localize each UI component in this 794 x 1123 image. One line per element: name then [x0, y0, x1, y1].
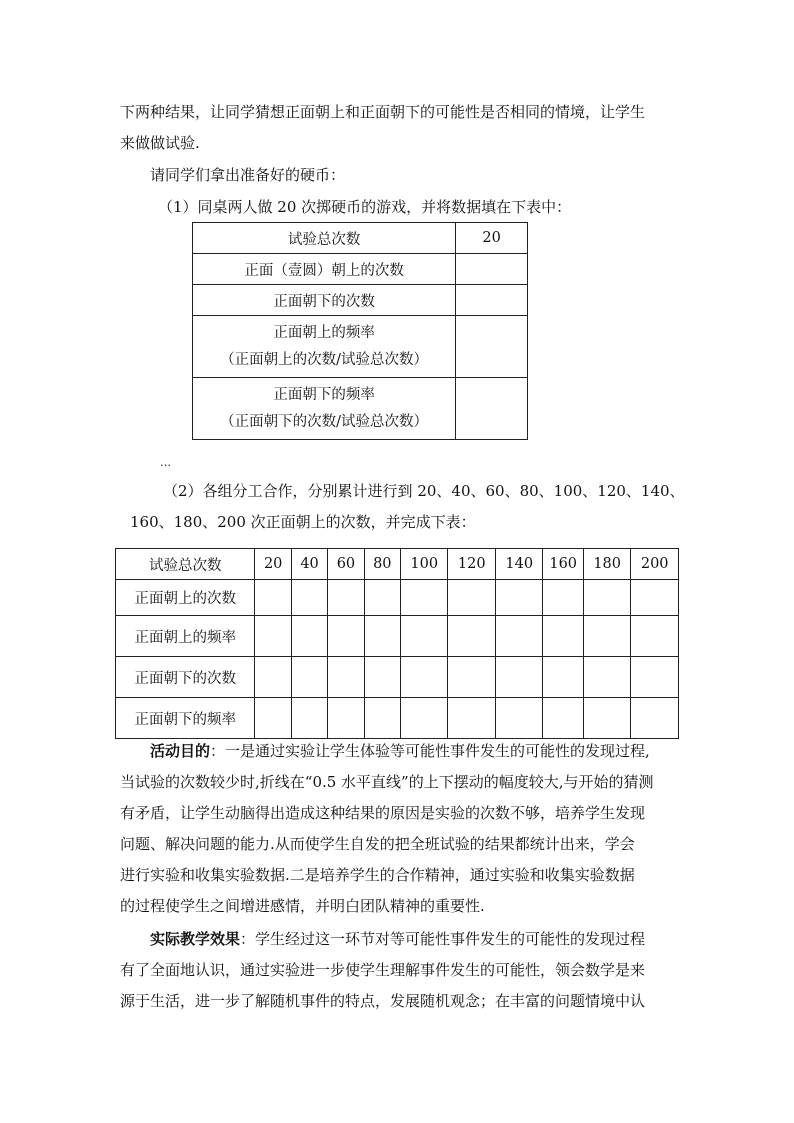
table-header-cell: 20 [255, 549, 291, 580]
effect-label: 实际教学效果 [150, 930, 241, 948]
cumulative-trials-table [115, 548, 679, 739]
table-row [116, 698, 679, 739]
table-cell [255, 616, 291, 657]
table-cell [291, 698, 327, 739]
table-row [116, 616, 679, 657]
step2-line-1: （2）各组分工合作，分别累计进行到 20、40、60、80、100、120、140、 [163, 482, 685, 500]
table-cell-label: 正面朝下的次数 [193, 285, 456, 316]
table-cell [495, 580, 543, 616]
table-cell [448, 616, 496, 657]
activity-line-4: 问题、解决问题的能力.从而使学生自发的把全班试验的结果都统计出来，学会 [120, 835, 635, 853]
table-cell-value: 20 [456, 223, 528, 254]
table-cell [631, 580, 679, 616]
table-cell [400, 580, 448, 616]
table-cell [291, 580, 327, 616]
table-cell [400, 657, 448, 698]
table-cell-label [193, 316, 456, 378]
table-cell [543, 657, 583, 698]
table-cell [448, 698, 496, 739]
table-cell [448, 657, 496, 698]
table-cell [328, 657, 364, 698]
table-cell [495, 616, 543, 657]
table-cell [364, 580, 400, 616]
activity-line-5: 进行实验和收集实验数据.二是培养学生的合作精神，通过实验和收集实验数据 [120, 866, 635, 884]
activity-line-3: 有矛盾，让学生动脑得出造成这种结果的原因是实验的次数不够，培养学生发现 [120, 804, 646, 822]
instruction-line: 请同学们拿出准备好的硬币： [150, 166, 346, 184]
table-cell-label-main: 正面朝下的频率 [273, 386, 375, 403]
table-cell [448, 580, 496, 616]
effect-line-3: 源于生活，进一步了解随机事件的特点，发展随机观念；在丰富的问题情境中认 [120, 992, 646, 1010]
table-cell [328, 580, 364, 616]
table-cell-value [456, 378, 528, 440]
table-cell-label-main: 正面朝上的频率 [273, 324, 375, 341]
table-cell [583, 657, 631, 698]
table-header-cell: 40 [291, 549, 327, 580]
table-cell [583, 698, 631, 739]
table-cell [543, 616, 583, 657]
table-cell-label: 正面（壹圆）朝上的次数 [193, 254, 456, 285]
table-header-cell: 60 [328, 549, 364, 580]
table-cell [495, 698, 543, 739]
table-cell-label [193, 378, 456, 440]
table-cell [328, 616, 364, 657]
table-row-label: 正面朝下的次数 [116, 657, 255, 698]
table-cell [255, 580, 291, 616]
table-row [116, 657, 679, 698]
table-row [193, 378, 528, 440]
table-header-cell: 140 [495, 549, 543, 580]
activity-line-2: 当试验的次数较少时,折线在“0.5 水平直线”的上下摆动的幅度较大,与开始的猜测 [120, 773, 654, 791]
table-cell [631, 698, 679, 739]
table-cell [400, 616, 448, 657]
table-cell [255, 657, 291, 698]
activity-line-6: 的过程使学生之间增进感情，并明白团队精神的重要性. [120, 897, 485, 915]
table-cell [495, 657, 543, 698]
table-cell [543, 698, 583, 739]
table-cell-label-sub: （正面朝上的次数/试验总次数） [220, 351, 429, 368]
table-header-cell: 80 [364, 549, 400, 580]
table-row [116, 580, 679, 616]
table-header-cell: 试验总次数 [116, 549, 255, 580]
table-row-label: 正面朝上的频率 [116, 616, 255, 657]
table-cell [543, 580, 583, 616]
effect-line-1 [150, 929, 645, 949]
coin-toss-table-pair [192, 222, 528, 440]
table-row [193, 285, 528, 316]
table-row-label: 正面朝下的频率 [116, 698, 255, 739]
table-cell [291, 616, 327, 657]
table-header-cell: 200 [631, 549, 679, 580]
intro-line-1: 下两种结果，让同学猜想正面朝上和正面朝下的可能性是否相同的情境，让学生 [120, 103, 646, 121]
table-header-cell: 100 [400, 549, 448, 580]
table-cell-label: 试验总次数 [193, 223, 456, 254]
table-cell [583, 616, 631, 657]
table-header-cell: 160 [543, 549, 583, 580]
table-cell [364, 698, 400, 739]
table-cell [255, 698, 291, 739]
table-header-cell: 180 [583, 549, 631, 580]
activity-line-1 [150, 741, 650, 761]
step2-line-2: 160、180、200 次正面朝上的次数，并完成下表： [130, 513, 476, 531]
table-cell [583, 580, 631, 616]
table-cell-value [456, 285, 528, 316]
table-cell-value [456, 316, 528, 378]
table-cell [400, 698, 448, 739]
table-row-label: 正面朝上的次数 [116, 580, 255, 616]
table-cell [631, 657, 679, 698]
activity-text-1: ：一是通过实验让学生体验等可能性事件发生的可能性的发现过程, [210, 742, 650, 760]
table-row [193, 223, 528, 254]
table-header-row [116, 549, 679, 580]
table-cell [364, 616, 400, 657]
table-cell-label-sub: （正面朝下的次数/试验总次数） [220, 413, 429, 430]
ellipsis-mark: … [160, 456, 173, 469]
effect-line-2: 有了全面地认识，通过实验进一步使学生理解事件发生的可能性，领会数学是来 [120, 961, 646, 979]
step1-line: （1）同桌两人做 20 次掷硬币的游戏，并将数据填在下表中： [158, 198, 572, 216]
effect-text-1: ：学生经过这一环节对等可能性事件发生的可能性的发现过程 [240, 930, 646, 948]
table-cell [631, 616, 679, 657]
activity-label: 活动目的 [150, 742, 211, 760]
intro-line-2: 来做做试验. [120, 134, 200, 152]
table-header-cell: 120 [448, 549, 496, 580]
table-cell-value [456, 254, 528, 285]
table-row [193, 254, 528, 285]
table-cell [291, 657, 327, 698]
table-row [193, 316, 528, 378]
table-cell [328, 698, 364, 739]
table-cell [364, 657, 400, 698]
